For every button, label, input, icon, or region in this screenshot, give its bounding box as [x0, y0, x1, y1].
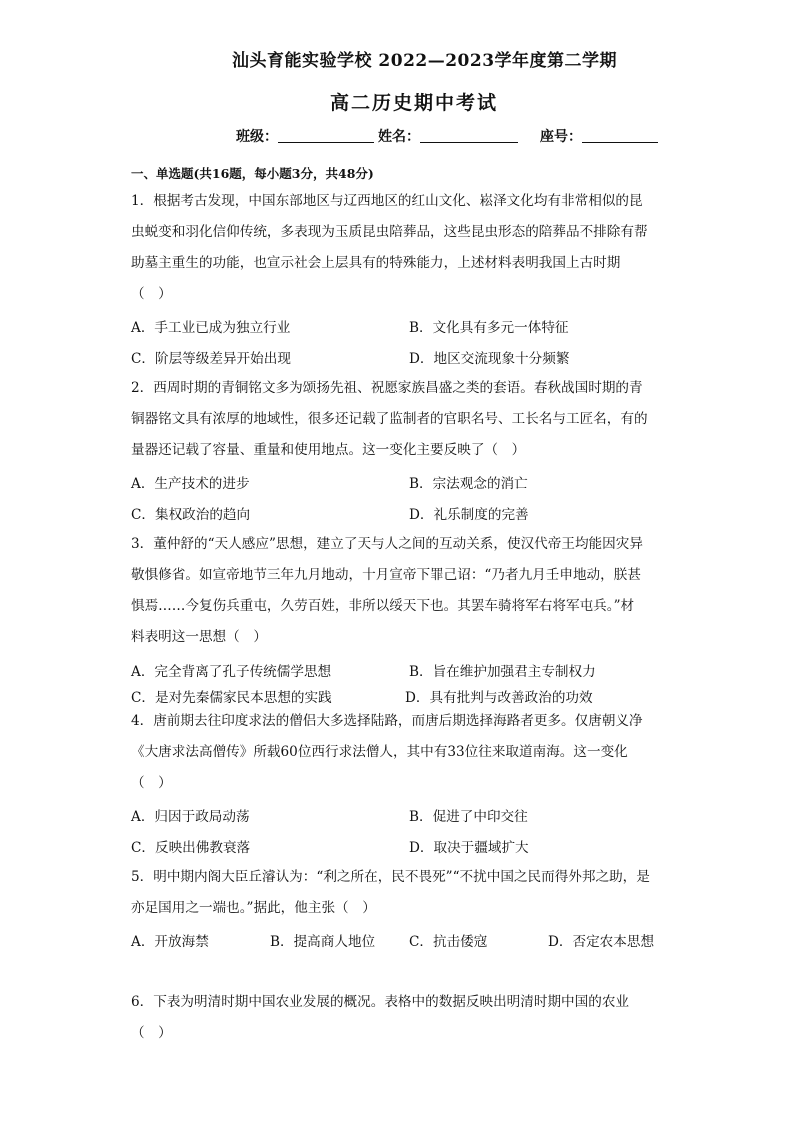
- question-3-option-b: B．旨在维护加强君主专制权力: [409, 664, 596, 680]
- question-1-option-b: B．文化具有多元一体特征: [409, 320, 569, 336]
- question-line: 助墓主重生的功能，也宣示社会上层具有的特殊能力，上述材料表明我国上古时期: [131, 255, 621, 271]
- exam-subject-title: 高二历史期中考试: [330, 92, 499, 114]
- question-line: 敬惧修省。如宣帝地节三年九月地动，十月宣帝下罪己诏：“乃者九月壬申地动，朕甚: [131, 567, 641, 583]
- question-6-stem: [131, 987, 629, 1049]
- question-5-option-a: A．开放海禁: [131, 934, 209, 950]
- question-4-option-d: D．取决于疆域扩大: [409, 840, 529, 856]
- question-2-stem: [131, 373, 648, 466]
- question-4-option-b: B．促进了中印交往: [409, 809, 528, 825]
- question-5-stem: [131, 862, 650, 924]
- question-line: 3．董仲舒的“天人感应”思想，建立了天与人之间的互动关系，使汉代帝王均能因灾异: [131, 536, 643, 552]
- question-3-stem: [131, 529, 643, 653]
- class-label: 班级：: [236, 129, 278, 145]
- question-line: 2．西周时期的青铜铭文多为颂扬先祖、祝愿家族昌盛之类的套语。春秋战国时期的青: [131, 380, 643, 396]
- class-blank: [278, 128, 374, 143]
- question-line: 4．唐前期去往印度求法的僧侣大多选择陆路，而唐后期选择海路者更多。仅唐朝义净: [131, 713, 643, 729]
- question-1-option-d: D．地区交流现象十分频繁: [409, 351, 570, 367]
- question-5-option-b: B．提高商人地位: [270, 934, 376, 950]
- question-line: 6．下表为明清时期中国农业发展的概况。表格中的数据反映出明清时期中国的农业: [131, 994, 630, 1010]
- question-3-option-a: A．完全背离了孔子传统儒学思想: [131, 664, 332, 680]
- exam-school-title: 汕头育能实验学校 2022—2023学年度第二学期: [232, 51, 618, 71]
- question-line: 惧焉……今复伤兵重屯，久劳百姓，非所以绥天下也。其罢车骑将军右将军屯兵。”材: [131, 598, 635, 614]
- question-2-option-c: C．集权政治的趋向: [131, 507, 251, 523]
- question-line: 量器还记载了容量、重量和使用地点。这一变化主要反映了（ ）: [131, 442, 526, 458]
- question-line: 亦足国用之一端也。”据此，他主张（ ）: [131, 900, 376, 916]
- question-3-option-d: D．具有批判与改善政治的功效: [405, 690, 593, 706]
- question-line: 5．明中期内阁大臣丘濬认为：“利之所在，民不畏死”“不扰中国之民而得外邦之助，是: [131, 869, 650, 885]
- name-field: [378, 126, 518, 146]
- question-4-option-c: C．反映出佛教衰落: [131, 840, 251, 856]
- question-1-option-c: C．阶层等级差异开始出现: [131, 351, 291, 367]
- question-line: （ ）: [131, 775, 172, 791]
- class-field: [236, 126, 374, 146]
- question-2-option-b: B．宗法观念的消亡: [409, 476, 528, 492]
- question-5-option-c: C．抗击倭寇: [409, 934, 488, 950]
- question-line: 虫蜕变和羽化信仰传统，多表现为玉质昆虫陪葬品，这些昆虫形态的陪葬品不排除有帮: [131, 224, 648, 240]
- question-line: 1．根据考古发现，中国东部地区与辽西地区的红山文化、崧泽文化均有非常相似的昆: [131, 193, 643, 209]
- question-line: （ ）: [131, 1025, 172, 1041]
- question-3-option-c: C．是对先秦儒家民本思想的实践: [131, 690, 332, 706]
- seat-label: 座号：: [540, 129, 582, 145]
- seat-blank: [582, 128, 658, 143]
- question-line: （ ）: [131, 286, 172, 302]
- question-5-option-d: D．否定农本思想: [548, 934, 655, 950]
- name-blank: [420, 128, 518, 143]
- name-label: 姓名：: [378, 129, 420, 145]
- question-4-stem: [131, 706, 643, 799]
- section-heading: 一、单选题(共16题，每小题3分，共48分): [131, 166, 374, 181]
- question-line: 铜器铭文具有浓厚的地域性，很多还记载了监制者的官职名号、工长名与工匠名，有的: [131, 411, 648, 427]
- question-4-option-a: A．归因于政局动荡: [131, 809, 250, 825]
- seat-field: [540, 126, 658, 146]
- question-2-option-d: D．礼乐制度的完善: [409, 507, 529, 523]
- question-2-option-a: A．生产技术的进步: [131, 476, 250, 492]
- question-1-stem: [131, 186, 648, 310]
- question-line: 料表明这一思想（ ）: [131, 629, 267, 645]
- question-line: 《大唐求法高僧传》所载60位西行求法僧人，其中有33位往来取道南海。这一变化: [131, 744, 628, 760]
- question-1-option-a: A．手工业已成为独立行业: [131, 320, 291, 336]
